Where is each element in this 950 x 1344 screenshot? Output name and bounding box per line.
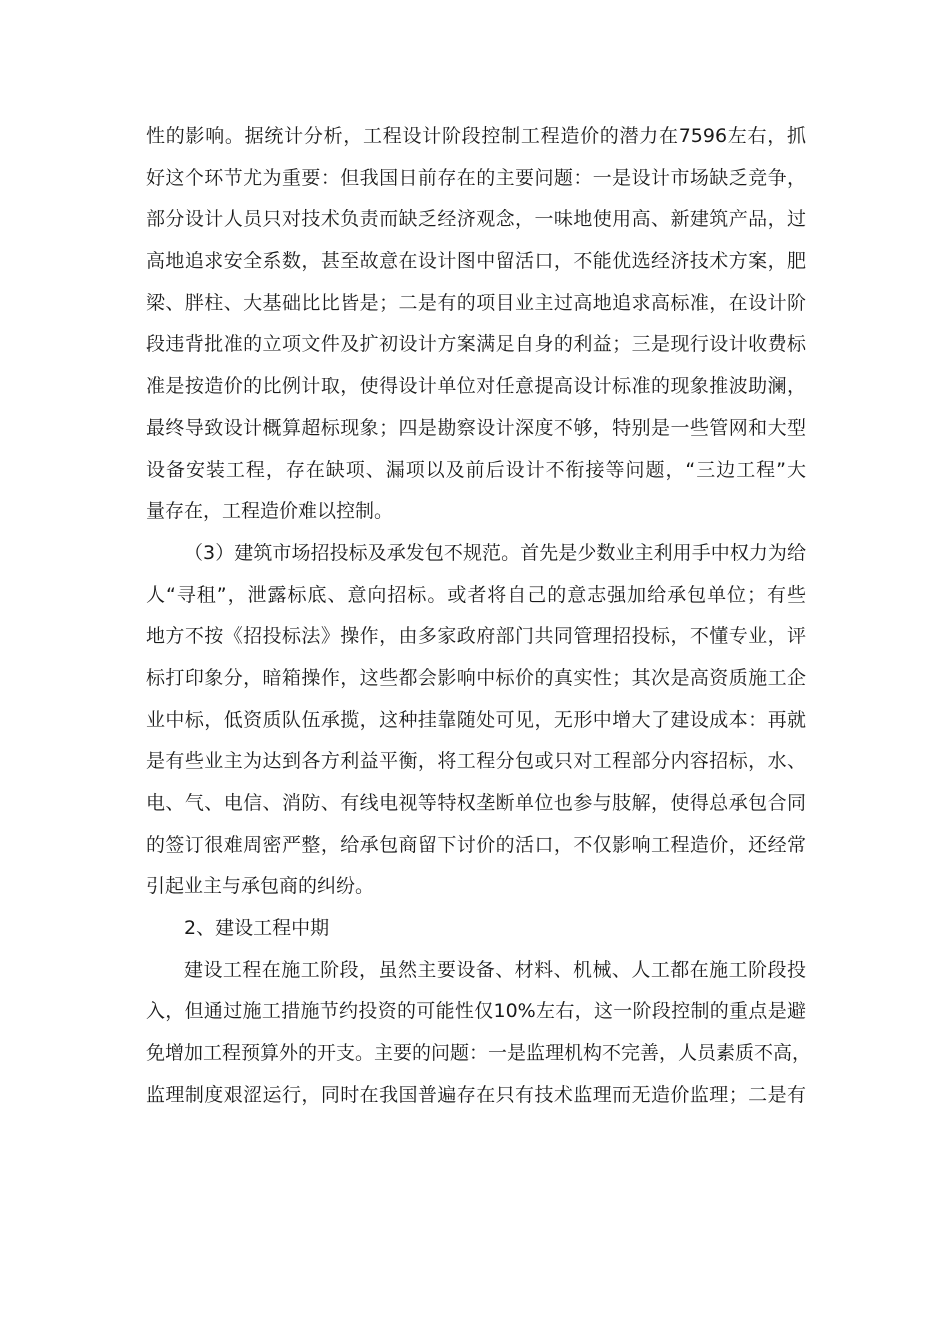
text-line: 高地追求安全系数，甚至故意在设计图中留活口，不能优选经济技术方案，肥 <box>146 250 806 273</box>
text-line: 业中标，低资质队伍承揽，这种挂靠随处可见，无形中增大了建设成本：再就 <box>146 708 806 731</box>
paragraph-first-line: （3）建筑市场招投标及承发包不规范。首先是少数业主利用手中权力为给 <box>184 541 806 564</box>
text-line: 部分设计人员只对技术负责而缺乏经济观念，一味地使用高、新建筑产品，过 <box>146 208 806 231</box>
text-line: 量存在，工程造价难以控制。 <box>146 500 394 523</box>
text-line: 梁、胖柱、大基础比比皆是；二是有的项目业主过高地追求高标准，在设计阶 <box>146 291 806 314</box>
paragraph-first-line: 建设工程在施工阶段，虽然主要设备、材料、机械、人工都在施工阶段投 <box>184 958 806 981</box>
text-line: 免增加工程预算外的开支。主要的问题：一是监理机构不完善，人员素质不高， <box>146 1042 812 1065</box>
text-line: 地方不按《招投标法》操作，由多家政府部门共同管理招投标，不懂专业，评 <box>146 625 806 648</box>
text-line: 段违背批准的立项文件及扩初设计方案满足自身的利益；三是现行设计收费标 <box>146 333 806 356</box>
text-line: 引起业主与承包商的纠纷。 <box>146 875 375 898</box>
text-line: 人“寻租”，泄露标底、意向招标。或者将自己的意志强加给承包单位；有些 <box>146 583 806 606</box>
section-heading: 2、建设工程中期 <box>184 917 330 940</box>
text-line: 性的影响。据统计分析，工程设计阶段控制工程造价的潜力在7596左右，抓 <box>146 125 806 147</box>
text-line: 最终导致设计概算超标现象；四是勘察设计深度不够，特别是一些管网和大型 <box>146 416 806 439</box>
text-line: 入，但通过施工措施节约投资的可能性仅10%左右，这一阶段控制的重点是避 <box>146 1000 806 1023</box>
body-text <box>146 116 812 1117</box>
text-line: 好这个环节尤为重要：但我国日前存在的主要问题：一是设计市场缺乏竞争， <box>146 166 806 189</box>
text-line: 设备安装工程，存在缺项、漏项以及前后设计不衔接等问题，“三边工程”大 <box>146 458 806 481</box>
text-line: 电、气、电信、消防、有线电视等特权垄断单位也参与肢解，使得总承包合同 <box>146 792 806 814</box>
text-line: 监理制度艰涩运行，同时在我国普遍存在只有技术监理而无造价监理；二是有 <box>146 1083 806 1106</box>
text-line: 准是按造价的比例计取，使得设计单位对任意提高设计标准的现象推波助澜， <box>146 375 806 398</box>
text-line: 的签订很难周密严整，给承包商留下讨价的活口，不仅影响工程造价，还经常 <box>146 833 806 856</box>
text-line: 标打印象分，暗箱操作，这些都会影响中标价的真实性；其次是高资质施工企 <box>146 666 806 689</box>
text-line: 是有些业主为达到各方利益平衡，将工程分包或只对工程部分内容招标，水、 <box>146 750 806 773</box>
